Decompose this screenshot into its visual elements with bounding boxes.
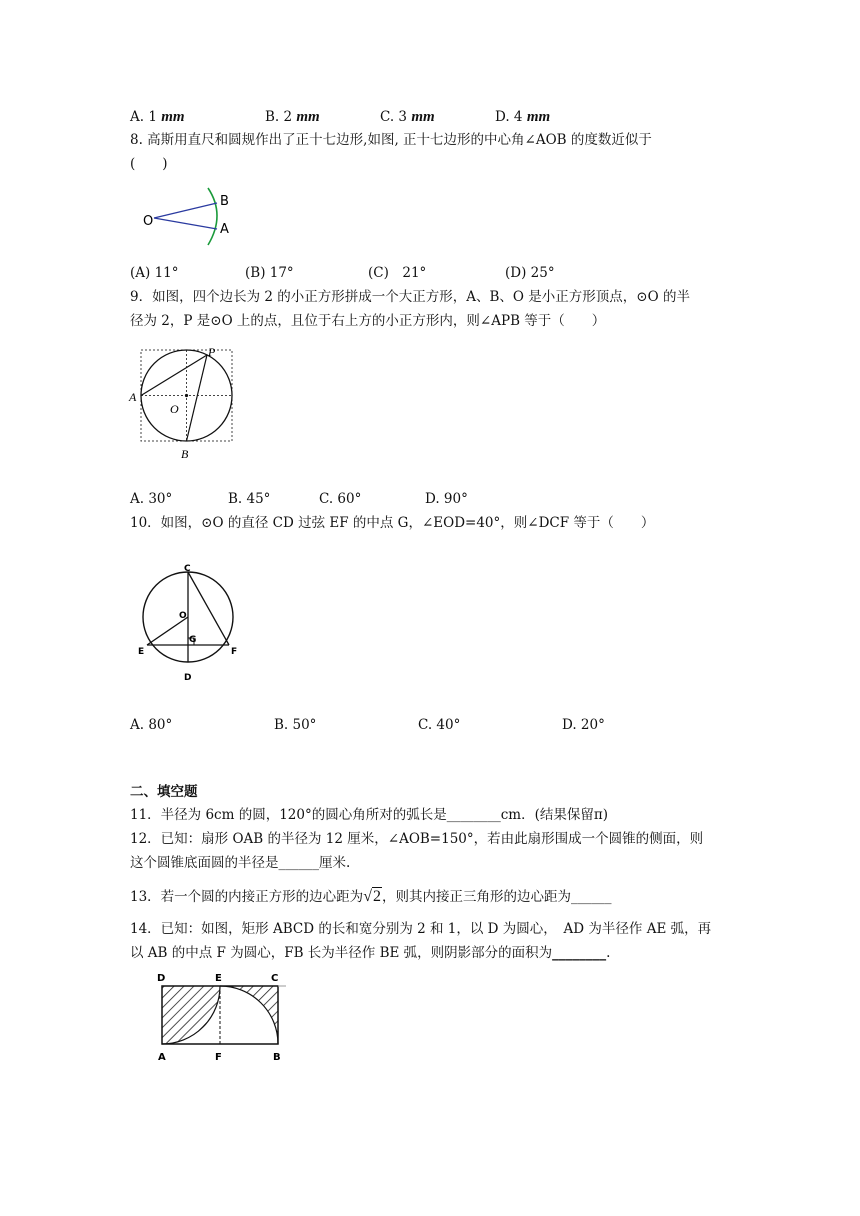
q14-label-b: B (273, 1052, 281, 1063)
q9-label-o: O (170, 402, 179, 416)
q9-option-a: A. 30° (130, 491, 173, 507)
q10-option-c: C. 40° (418, 717, 461, 733)
section-heading: 二、填空题 (130, 784, 198, 800)
q12-line1: 12．已知：扇形 OAB 的半径为 12 厘米，∠AOB=150°，若由此扇形围成一个圆锥的侧面，则 (130, 831, 704, 847)
q13-stem: 13．若一个圆的内接正方形的边心距为√2，则其内接正三角形的边心距为______ (130, 886, 611, 908)
q14-line1: 14．已知：如图，矩形 ABCD 的长和宽分别为 2 和 1，以 D 为圆心， AD 为半径作 AE 弧，再 (130, 921, 712, 937)
q11-blank: ________ (446, 807, 501, 823)
q14-shade-left (162, 986, 220, 1044)
q9-figure (125, 343, 245, 463)
q9-stem-line1: 9．如图，四个边长为 2 的小正方形拼成一个大正方形，A、B、O 是小正方形顶点，⊙O 的半 (130, 289, 690, 305)
q7-option-a: A. 1 mm (130, 109, 185, 125)
q7-option-c: C. 3 mm (380, 109, 435, 125)
q8-arc (208, 188, 217, 245)
q10-label-f: F (231, 647, 238, 657)
q8-stem-line2: ( ) (130, 156, 168, 172)
q8-segment-ob (154, 203, 217, 218)
q9-option-b: B. 45° (228, 491, 271, 507)
q9-segment-bp (187, 355, 208, 441)
q10-segment-oe (147, 617, 188, 645)
q9-label-p: P (208, 345, 216, 359)
q8-figure (140, 185, 250, 250)
q8-label-a: A (220, 222, 229, 237)
q12-line2: 这个圆锥底面圆的半径是______厘米. (130, 855, 351, 871)
q14-figure (150, 970, 290, 1085)
q14-line2: 以 AB 的中点 F 为圆心，FB 长为半径作 BE 弧，则阴影部分的面积为________. (130, 945, 611, 961)
q10-label-e: E (138, 647, 145, 657)
q14-shade-right (220, 986, 278, 1044)
q10-label-g: G (189, 635, 197, 645)
q9-center-point (185, 394, 188, 397)
q14-label-e: E (215, 973, 222, 984)
q9-label-a: A (129, 390, 137, 404)
q10-option-a: A. 80° (130, 717, 173, 733)
q8-label-o: O (143, 214, 154, 229)
q9-option-c: C. 60° (319, 491, 362, 507)
q14-label-c: C (271, 973, 279, 984)
q8-option-d: (D) 25° (505, 265, 555, 281)
q14-label-f: F (215, 1052, 222, 1063)
q14-label-a: A (158, 1052, 166, 1063)
q9-segment-ap (141, 355, 207, 396)
q10-label-d: D (184, 673, 192, 683)
q7-option-d: D. 4 mm (495, 109, 551, 125)
q10-stem: 10．如图，⊙O 的直径 CD 过弦 EF 的中点 G，∠EOD=40°，则∠DCF 等于（ ） (130, 515, 655, 531)
q10-label-o: O (179, 611, 187, 621)
q11-stem: 11．半径为 6cm 的圆，120°的圆心角所对的弧长是________cm．(结果保留π) (130, 807, 609, 823)
q8-segment-oa (154, 218, 217, 229)
q10-option-b: B. 50° (274, 717, 317, 733)
q14-label-d: D (157, 973, 166, 984)
q10-label-c: C (184, 564, 191, 574)
q12-blank: ______ (278, 855, 319, 871)
q8-option-b: (B) 17° (245, 265, 294, 281)
q9-label-b: B (181, 447, 189, 461)
q9-option-d: D. 90° (425, 491, 468, 507)
q14-blank: ________ (552, 945, 607, 961)
q8-label-b: B (220, 194, 229, 209)
q9-stem-line2: 径为 2，P 是⊙O 上的点，且位于右上方的小正方形内，则∠APB 等于（ ） (130, 313, 606, 329)
q7-option-b: B. 2 mm (265, 109, 320, 125)
q10-option-d: D. 20° (562, 717, 605, 733)
q8-option-a: (A) 11° (130, 265, 179, 281)
q13-blank: ______ (570, 889, 612, 905)
q13-sqrt: √2 (363, 888, 381, 905)
q8-option-c: (C) 21° (368, 265, 427, 281)
q10-figure (135, 560, 245, 685)
q8-stem-line1: 8. 高斯用直尺和圆规作出了正十七边形,如图, 正十七边形的中心角∠AOB 的度数近似于 (130, 132, 652, 148)
